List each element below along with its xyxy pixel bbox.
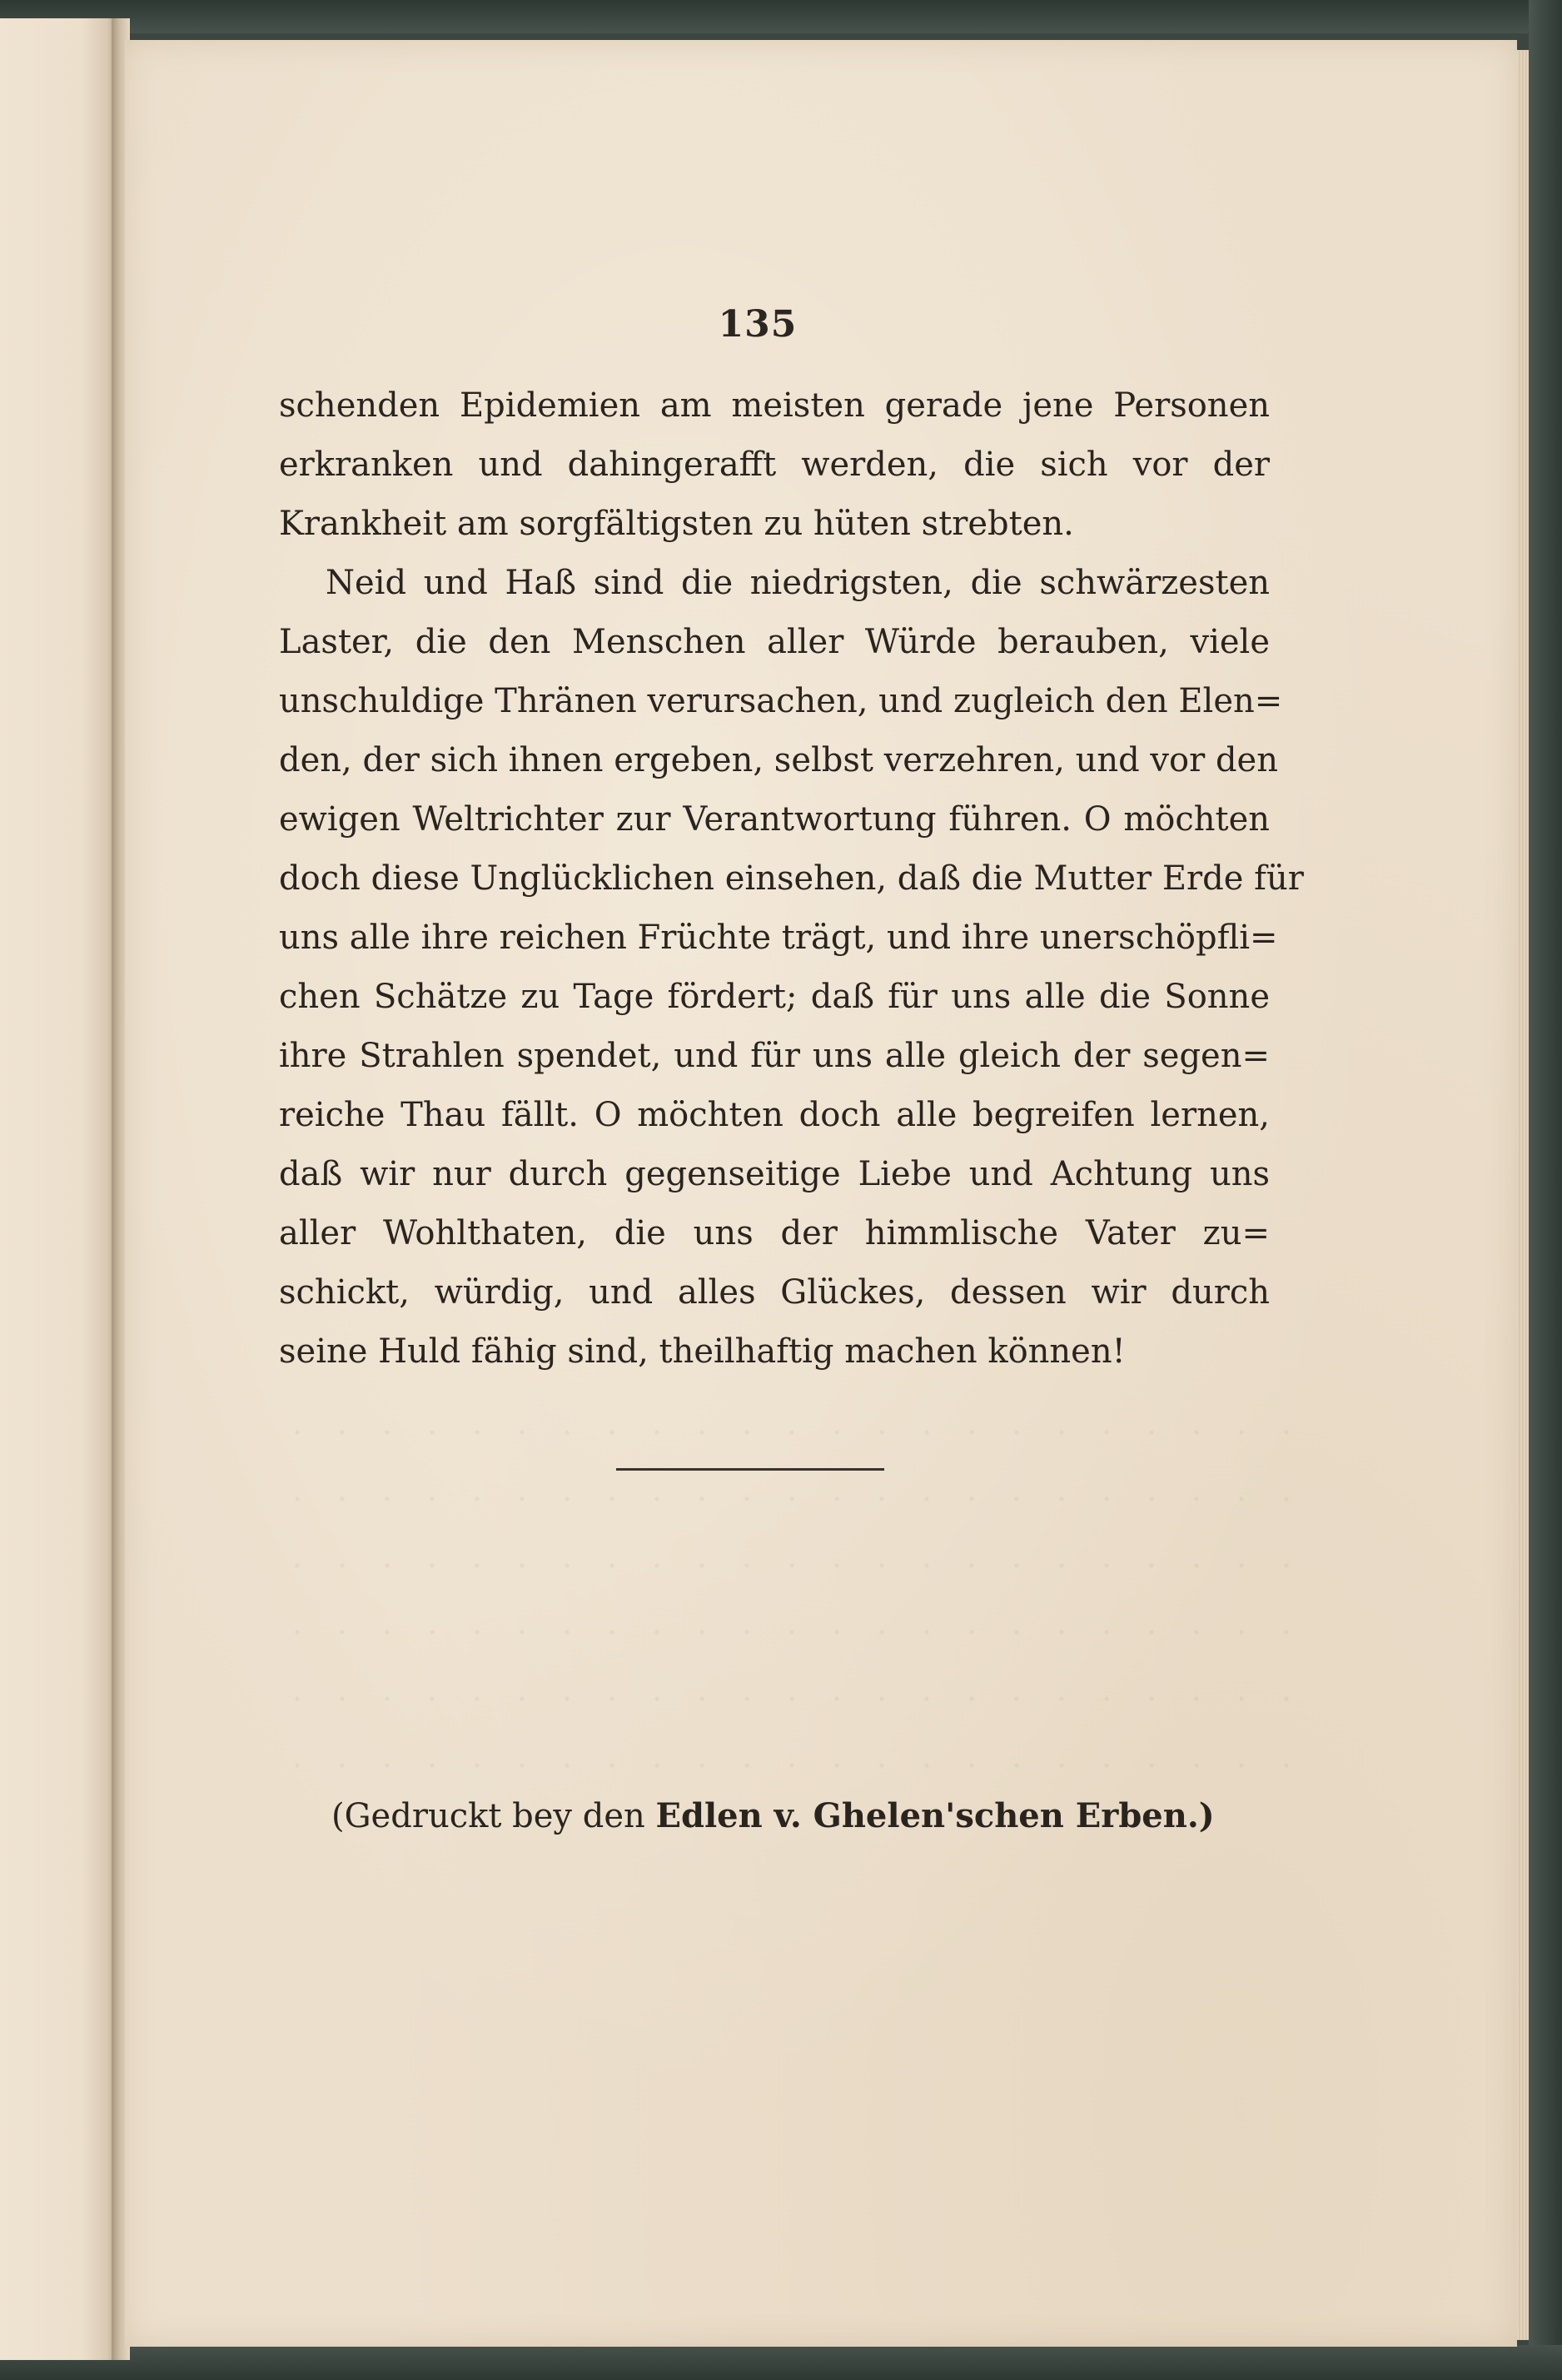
imprint-printer-name: Edlen v. Ghelen'schen Erben.): [655, 1796, 1215, 1835]
text-line: chen Schätze zu Tage fördert; daß für uns alle die Sonne: [279, 978, 1270, 1016]
text-line: Krankheit am sorgfältigsten zu hüten strebten.: [279, 505, 1074, 543]
book-cover-bottom-edge: [0, 2345, 1562, 2380]
page-edge-stack: [1517, 50, 1529, 2340]
text-line: erkranken und dahingerafft werden, die sich vor der: [279, 446, 1270, 484]
text-line: reiche Thau fällt. O möchten doch alle begreifen lernen,: [279, 1096, 1270, 1134]
bleed-through-texture: [275, 1399, 1291, 1782]
text-line: uns alle ihre reichen Früchte trägt, und ihre unerschöpfli=: [279, 919, 1278, 957]
text-line: den, der sich ihnen ergeben, selbst verzehren, und vor den: [279, 741, 1278, 779]
page-number: 135: [718, 303, 798, 346]
text-line: unschuldige Thränen verursachen, und zugleich den Elen=: [279, 682, 1283, 720]
text-line: doch diese Unglücklichen einsehen, daß die Mutter Erde für: [279, 859, 1304, 898]
section-separator-rule: [616, 1468, 884, 1471]
text-line: Neid und Haß sind die niedrigsten, die schwärzesten: [326, 564, 1270, 602]
text-line: seine Huld fähig sind, theilhaftig machen können!: [279, 1332, 1126, 1371]
book-cover-top-edge: [0, 0, 1562, 33]
printer-imprint: [331, 1796, 1231, 1835]
text-line: schenden Epidemien am meisten gerade jene Personen: [279, 386, 1270, 425]
text-line: ewigen Weltrichter zur Verantwortung führen. O möchten: [279, 800, 1270, 839]
book-cover-right-edge: [1529, 0, 1562, 2380]
text-line: Laster, die den Menschen aller Würde berauben, viele: [279, 623, 1270, 661]
text-line: aller Wohlthaten, die uns der himmlische Vater zu=: [279, 1214, 1270, 1252]
body-text: [279, 376, 1304, 1382]
imprint-prefix: (Gedruckt bey den: [331, 1797, 656, 1835]
text-line: schickt, würdig, und alles Glückes, dessen wir durch: [279, 1273, 1270, 1312]
left-page-edge: [0, 18, 117, 2360]
text-line: daß wir nur durch gegenseitige Liebe und Achtung uns: [279, 1155, 1270, 1193]
text-line: ihre Strahlen spendet, und für uns alle gleich der segen=: [279, 1037, 1270, 1075]
